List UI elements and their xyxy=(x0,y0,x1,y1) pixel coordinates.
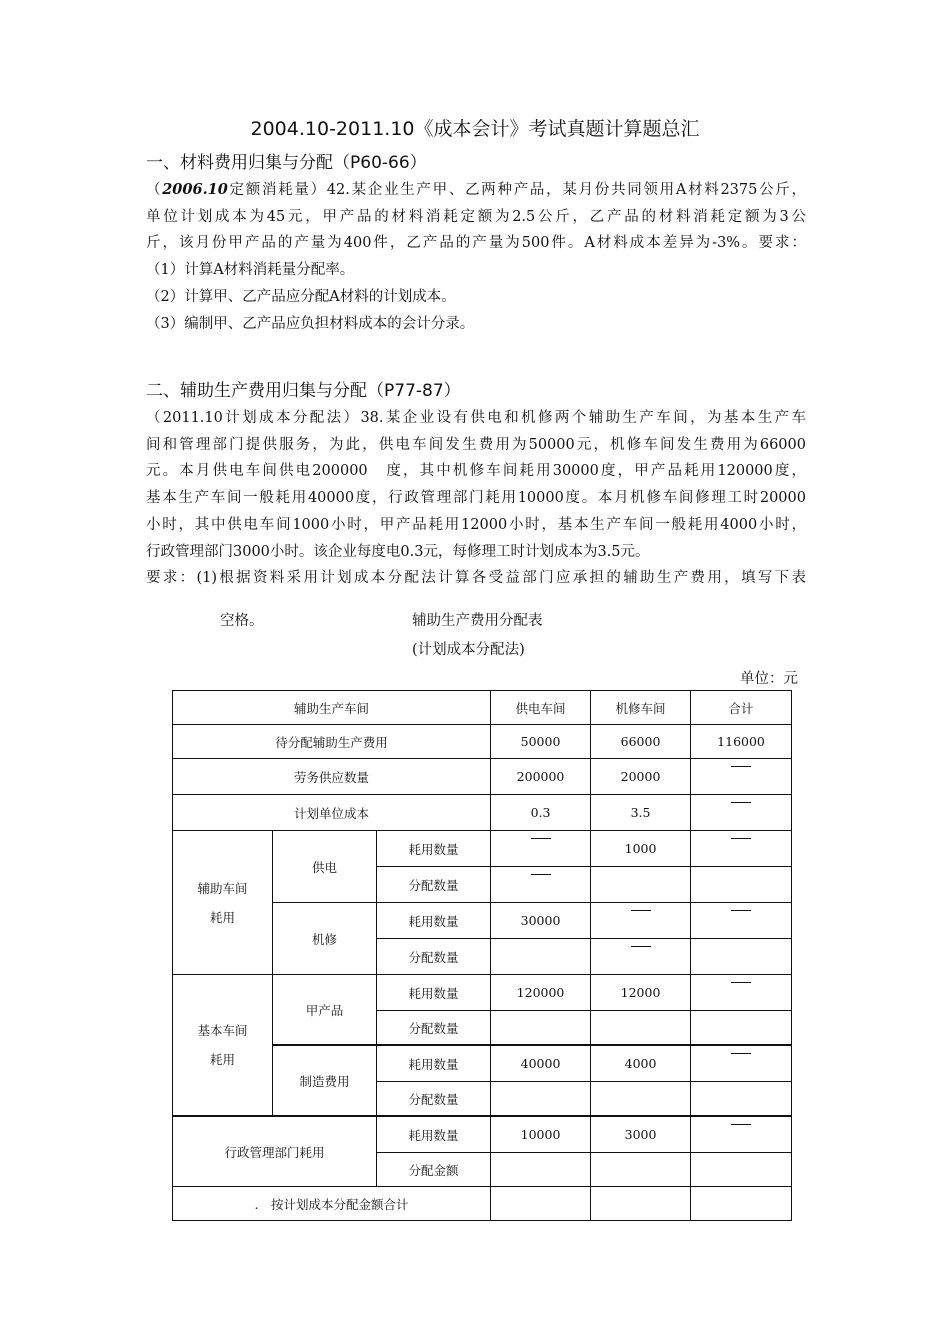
section1-req1: （1）计算A材料消耗量分配率。 xyxy=(146,262,355,279)
section1-req2: （2）计算甲、乙产品应分配A材料的计划成本。 xyxy=(146,288,456,305)
table-row: 劳务供应数量 200000 20000 xyxy=(173,759,792,795)
dash-mark xyxy=(731,910,751,911)
section1-line3: 斤，该月份甲产品的产量为400件，乙产品的产量为500件。A材料成本差异为-3%。要求： xyxy=(146,235,806,252)
dash-mark xyxy=(731,1053,751,1054)
section-heading-materials: 一、材料费用归集与分配（P60-66） xyxy=(146,153,427,173)
section2-line3: 元。本月供电车间供电200000 度，其中机修车间耗用30000度，甲产品耗用120000度， xyxy=(146,463,806,480)
section2-line6: 行政管理部门3000小时。该企业每度电0.3元，每修理工时计划成本为3.5元。 xyxy=(146,543,650,560)
section2-problem xyxy=(146,405,806,592)
dash-mark xyxy=(631,910,651,911)
header-repair-workshop: 机修车间 xyxy=(591,691,691,725)
dash-mark xyxy=(731,982,751,983)
total-label: . 按计划成本分配金额合计 xyxy=(173,1187,491,1221)
section2-line4: 基本生产车间一般耗用40000度，行政管理部门耗用10000度。本月机修车间修理工时20000 xyxy=(146,490,806,507)
table-row: 基本车间 耗用 甲产品 耗用数量 120000 12000 xyxy=(173,975,792,1011)
table-unit: 单位：元 xyxy=(740,671,798,687)
table-row: 分配金额 xyxy=(173,1153,792,1187)
section1-line2: 单位计划成本为45元，甲产品的材料消耗定额为2.5公斤，乙产品的材料消耗定额为3公 xyxy=(146,208,806,225)
dash-mark xyxy=(731,1124,751,1125)
section1-req3: （3）编制甲、乙产品应负担材料成本的会计分录。 xyxy=(146,315,475,332)
table-row: 计划单位成本 0.3 3.5 xyxy=(173,795,792,831)
requirement-continued: 空格。 xyxy=(220,613,264,629)
table-subtitle: (计划成本分配法) xyxy=(412,642,525,658)
admin-label: 行政管理部门耗用 xyxy=(173,1116,377,1187)
aux-group-label: 辅助车间 耗用 xyxy=(173,831,273,975)
dash-mark xyxy=(531,838,551,839)
header-total: 合计 xyxy=(691,691,792,725)
dash-mark xyxy=(531,874,551,875)
table-row: 分配数量 xyxy=(173,867,792,903)
table-row xyxy=(173,1187,792,1221)
dash-mark xyxy=(731,838,751,839)
dash-mark xyxy=(731,802,751,803)
table-row: 行政管理部门耗用 耗用数量 10000 3000 xyxy=(173,1116,792,1153)
section2-requirement: 要求：(1)根据资料采用计划成本分配法计算各受益部门应承担的辅助生产费用，填写下表 xyxy=(146,570,806,587)
table-row: 分配数量 xyxy=(173,1011,792,1046)
dash-mark xyxy=(631,946,651,947)
document-title: 2004.10-2011.10《成本会计》考试真题计算题总汇 xyxy=(250,118,700,140)
section2-line5: 小时，其中供电车间1000小时，甲产品耗用12000小时，基本生产车间一般耗用4000小时， xyxy=(146,516,806,533)
year-tag: 2006.10 xyxy=(162,181,228,198)
table-title: 辅助生产费用分配表 xyxy=(412,613,543,629)
table-row: 辅助车间 耗用 供电 耗用数量 1000 xyxy=(173,831,792,867)
section2-line1: （2011.10计划成本分配法）38.某企业设有供电和机修两个辅助生产车间，为基本生产车 xyxy=(146,410,806,426)
allocation-table xyxy=(172,690,792,1221)
header-aux-workshop: 辅助生产车间 xyxy=(173,691,491,725)
section1-problem xyxy=(146,177,806,337)
table-row: 分配数量 xyxy=(173,939,792,975)
table-row: 分配数量 xyxy=(173,1082,792,1117)
header-power-workshop: 供电车间 xyxy=(491,691,591,725)
basic-group-label: 基本车间 耗用 xyxy=(173,975,273,1117)
section-heading-auxiliary: 二、辅助生产费用归集与分配（P77-87） xyxy=(146,381,461,401)
table-row: 制造费用 耗用数量 40000 4000 xyxy=(173,1045,792,1082)
table-row: 待分配辅助生产费用 50000 66000 116000 xyxy=(173,725,792,759)
dash-mark xyxy=(731,766,751,767)
section1-line1: （2006.10定额消耗量）42.某企业生产甲、乙两种产品，某月份共同领用A材料2375公斤， xyxy=(146,181,806,198)
section2-line2: 间和管理部门提供服务，为此，供电车间发生费用为50000元，机修车间发生费用为66000 xyxy=(146,436,806,453)
table-header-row xyxy=(173,691,792,725)
table-row: 机修 耗用数量 30000 xyxy=(173,903,792,939)
